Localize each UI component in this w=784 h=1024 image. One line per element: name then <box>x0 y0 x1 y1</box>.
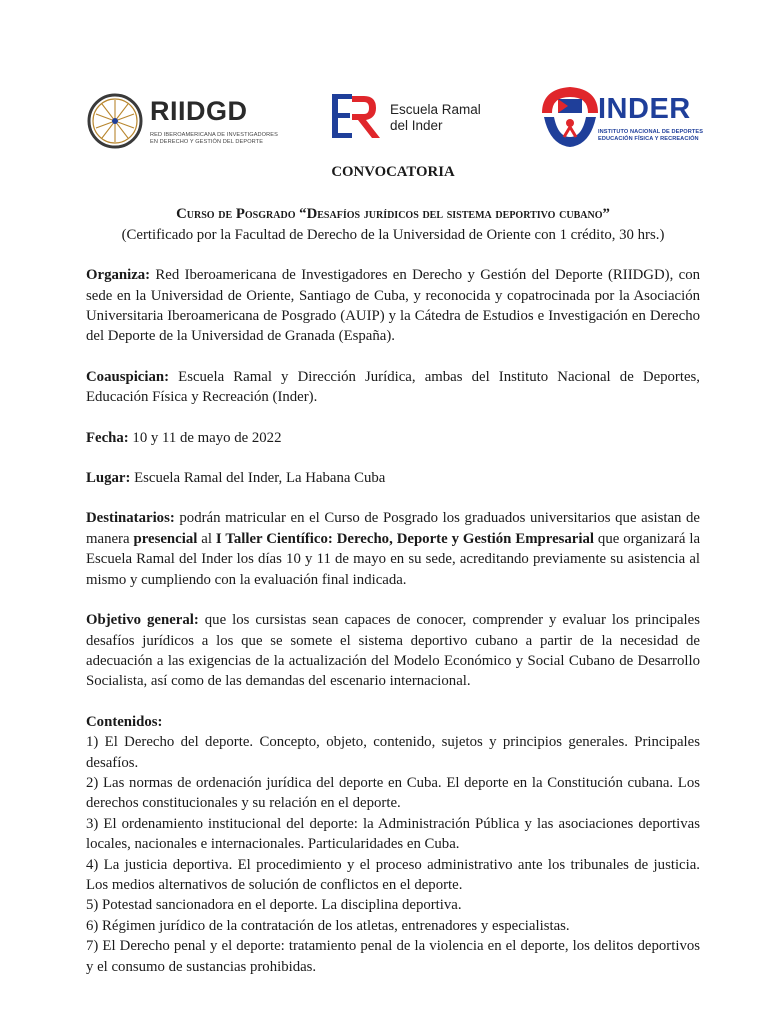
organiza-paragraph <box>86 265 700 347</box>
destinatarios-text-3: que organizará la Escuela Ramal del Inder los días 10 y 11 de mayo en su sede, acreditando previamente su asistencia al mismo y cumpliendo con la evaluación final indicada. <box>86 530 701 588</box>
escuela-ramal-logo <box>330 90 510 144</box>
inder-emblem-icon <box>536 83 604 151</box>
escuela-line-1: Escuela Ramal <box>390 102 481 117</box>
riidgd-logo <box>86 92 296 152</box>
coauspician-label: Coauspician: <box>86 368 170 385</box>
coauspician-paragraph <box>86 367 700 408</box>
organiza-text: Red Iberoamericana de Investigadores en Derecho y Gestión del Deporte (RIIDGD), con sede en la Universidad de Oriente, Santiago de Cuba, y reconocida y copatrocinada por la Asociación Universitaria Iberoamericana de Posgrado (AUIP) y la Cátedra de Estudios e Investigación en Derecho del Deporte de la Universidad de Granada (España). <box>86 267 700 345</box>
destinatarios-bold-2: I Taller Científico: Derecho, Deporte y Gestión Empresarial <box>215 530 594 547</box>
organiza-label: Organiza: <box>86 267 151 284</box>
objetivo-label: Objetivo general: <box>86 612 199 629</box>
inder-name: INDER <box>598 93 691 125</box>
riidgd-name: RIIDGD <box>150 96 248 126</box>
objetivo-paragraph <box>86 610 700 692</box>
destinatarios-paragraph <box>86 508 700 590</box>
course-title: Curso de Posgrado “Desafíos jurídicos del sistema deportivo cubano” <box>176 206 610 223</box>
destinatarios-label: Destinatarios: <box>86 510 175 527</box>
destinatarios-bold-1: presencial <box>133 530 198 547</box>
fecha-paragraph <box>86 428 700 448</box>
document-title: CONVOCATORIA <box>331 164 455 180</box>
riidgd-emblem-icon <box>86 92 144 150</box>
destinatarios-text-1: podrán matricular en el Curso de Posgrado los graduados universitarios que asistan de manera <box>86 510 700 547</box>
inder-subtitle-1: INSTITUTO NACIONAL DE DEPORTES <box>598 129 704 135</box>
coauspician-text: Escuela Ramal y Dirección Jurídica, ambas del Instituto Nacional de Deportes, Educación Física y Recreación (Inder). <box>86 368 700 406</box>
objetivo-text: que los cursistas sean capaces de conocer, comprender y evaluar los principales desafíos jurídicos a los que se somete el sistema deportivo cubano a partir de la necesidad de adecuación a las exigencias de la actualización del Modelo Económico y Social Cubano de Desarrollo Socialista, así como de las demandas del escenario internacional. <box>86 612 700 690</box>
certificate-note: (Certificado por la Facultad de Derecho de la Universidad de Oriente con 1 crédito, 30 hrs.) <box>121 226 665 243</box>
contenidos-label-text: Contenidos: <box>86 713 163 730</box>
inder-logo <box>536 83 706 151</box>
list-item: 7) El Derecho penal y el deporte: tratamiento penal de la violencia en el deporte, los delitos deportivos y el consumo de sustancias prohibidas. <box>86 938 700 975</box>
inder-subtitle-2: EDUCACIÓN FÍSICA Y RECREACIÓN <box>598 136 699 142</box>
fecha-text: 10 y 11 de mayo de 2022 <box>128 429 282 446</box>
list-item: 6) Régimen jurídico de la contratación de los atletas, entrenadores y especialistas. <box>86 917 570 934</box>
riidgd-subtitle-1: RED IBEROAMERICANA DE INVESTIGADORES <box>150 132 278 138</box>
list-item: 3) El ordenamiento institucional del deporte: la Administración Pública y las asociaciones deportivas locales, nacionales e internacionales. Particularidades en Cuba. <box>86 815 700 853</box>
escuela-er-icon <box>330 90 386 144</box>
list-item: 1) El Derecho del deporte. Concepto, objeto, contenido, sujetos y principios generales. Principales desafíos. <box>86 734 700 771</box>
riidgd-subtitle-2: EN DERECHO Y GESTIÓN DEL DEPORTE <box>150 139 264 145</box>
lugar-text: Escuela Ramal del Inder, La Habana Cuba <box>130 470 386 487</box>
list-item: 4) La justicia deportiva. El procedimiento y el proceso administrativo ante los tribunales de justicia. Los medios alternativos de solución de conflictos en el deporte. <box>86 856 700 893</box>
fecha-label: Fecha: <box>86 429 129 446</box>
lugar-paragraph <box>86 468 700 488</box>
list-item: 2) Las normas de ordenación jurídica del deporte en Cuba. El deporte en la Constitución cubana. Los derechos constitucionales y su relación en el deporte. <box>86 774 700 812</box>
logo-header <box>0 0 784 150</box>
contenidos-label <box>86 712 700 732</box>
document-body <box>86 162 700 977</box>
list-item: 5) Potestad sancionadora en el deporte. La disciplina deportiva. <box>86 897 462 914</box>
contenidos-section <box>86 712 700 977</box>
escuela-line-2: del Inder <box>390 118 443 133</box>
destinatarios-text-2: al <box>197 530 216 547</box>
lugar-label: Lugar: <box>86 470 131 487</box>
